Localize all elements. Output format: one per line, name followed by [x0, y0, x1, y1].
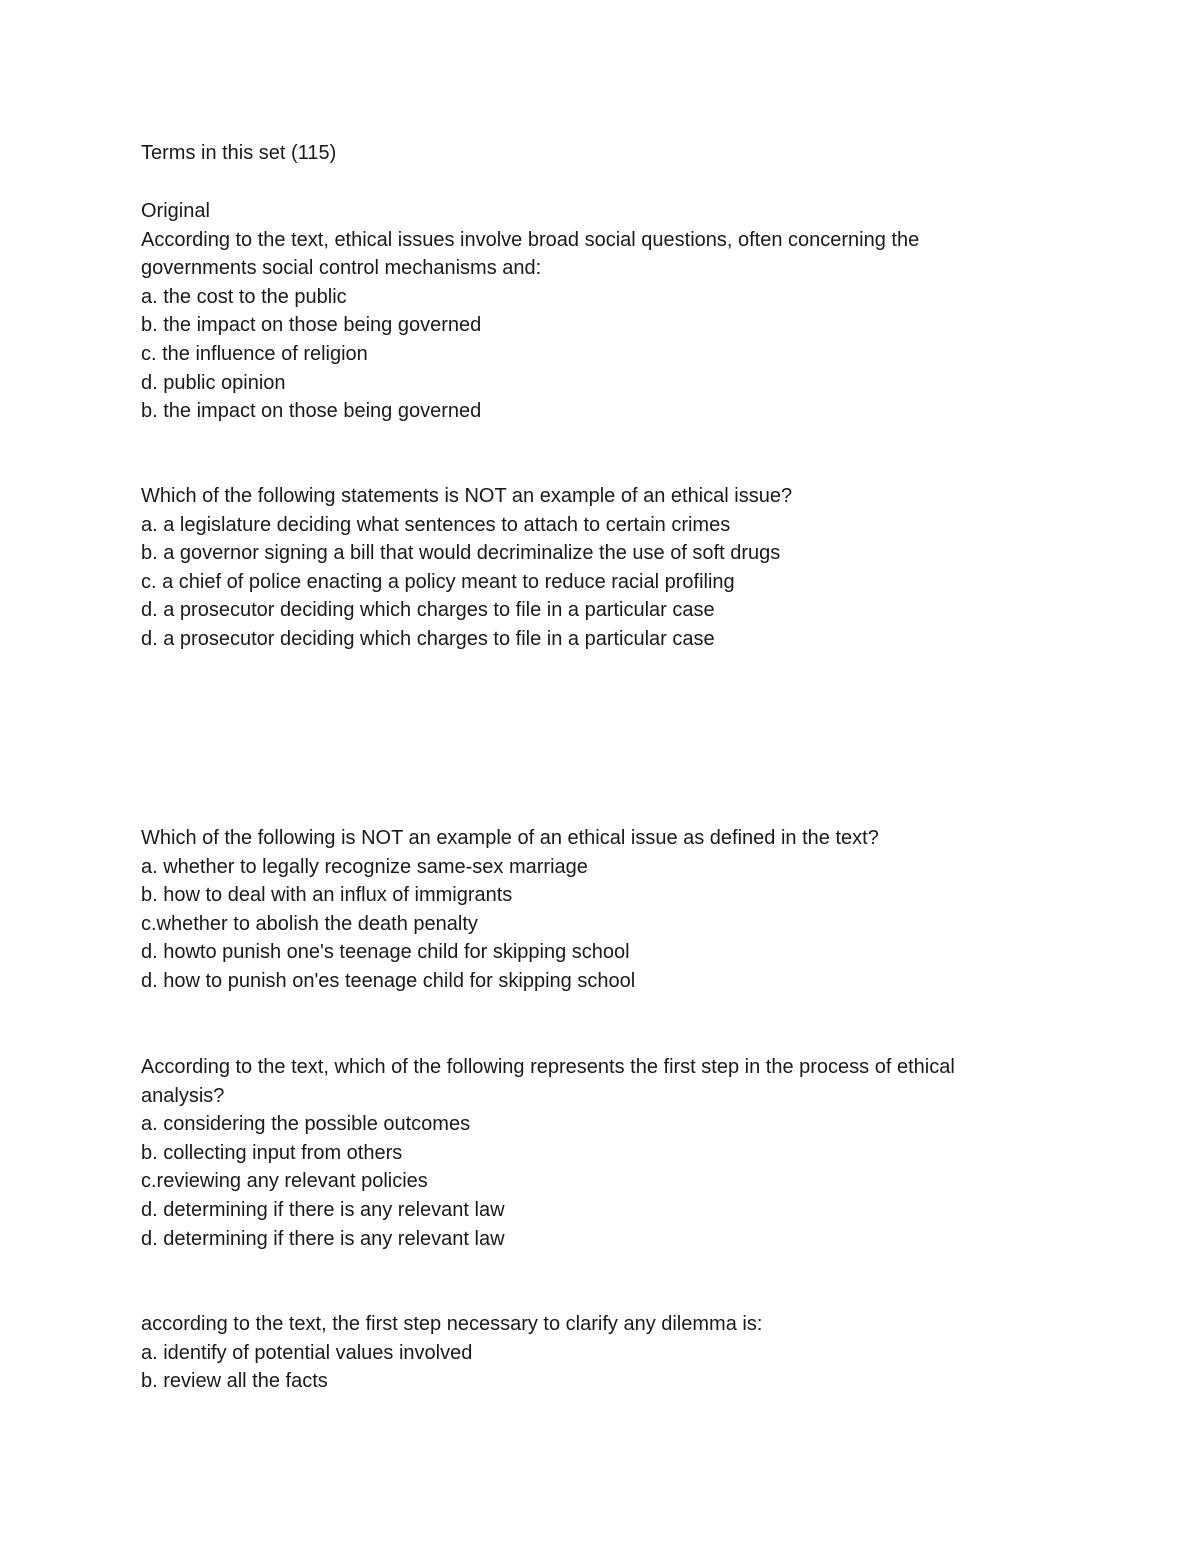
- question-text: Which of the following is NOT an example of an ethical issue as defined in the text?: [141, 827, 879, 849]
- answer-option-b: b. a governor signing a bill that would decriminalize the use of soft drugs: [141, 542, 781, 565]
- question-text: analysis?: [141, 1084, 225, 1107]
- answer-option-b: b. collecting input from others: [141, 1141, 403, 1164]
- question-text: According to the text, which of the following represents the first step in the process of ethical: [141, 1056, 955, 1078]
- question-block-4: [141, 1053, 1041, 1253]
- question-block-3: [141, 824, 1041, 996]
- answer-option-c: c.reviewing any relevant policies: [141, 1170, 428, 1193]
- answer-option-a: a. considering the possible outcomes: [141, 1113, 471, 1136]
- answer-option-c: c. a chief of police enacting a policy meant to reduce racial profiling: [141, 570, 735, 593]
- answer-option-c: c. the influence of religion: [141, 342, 368, 365]
- correct-answer: d. how to punish on'es teenage child for skipping school: [141, 969, 636, 992]
- answer-option-d: d. public opinion: [141, 371, 286, 394]
- answer-option-c: c.whether to abolish the death penalty: [141, 912, 478, 935]
- question-text: Which of the following statements is NOT an example of an ethical issue?: [141, 485, 793, 507]
- answer-option-d: d. determining if there is any relevant law: [141, 1198, 505, 1221]
- question-text: according to the text, the first step necessary to clarify any dilemma is:: [141, 1313, 763, 1335]
- answer-option-a: a. a legislature deciding what sentences to attach to certain crimes: [141, 513, 731, 536]
- correct-answer: d. determining if there is any relevant law: [141, 1227, 505, 1250]
- question-block-1: [141, 197, 1041, 426]
- answer-option-d: d. a prosecutor deciding which charges to file in a particular case: [141, 599, 715, 622]
- answer-option-b: b. how to deal with an influx of immigrants: [141, 884, 513, 907]
- terms-count-label: Terms in this set (115): [141, 142, 337, 164]
- correct-answer: d. a prosecutor deciding which charges to file in a particular case: [141, 627, 715, 650]
- correct-answer: b. the impact on those being governed: [141, 400, 482, 423]
- answer-option-a: a. identify of potential values involved: [141, 1341, 473, 1364]
- question-label: Original: [141, 200, 210, 222]
- answer-option-b: b. review all the facts: [141, 1370, 328, 1393]
- question-block-5: [141, 1310, 1041, 1396]
- answer-option-a: a. whether to legally recognize same-sex marriage: [141, 855, 588, 878]
- set-header: [141, 139, 1041, 168]
- question-block-2: [141, 482, 1041, 654]
- question-text: According to the text, ethical issues involve broad social questions, often concerning the: [141, 228, 920, 251]
- answer-option-a: a. the cost to the public: [141, 285, 347, 308]
- answer-option-d: d. howto punish one's teenage child for skipping school: [141, 941, 630, 964]
- answer-option-b: b. the impact on those being governed: [141, 314, 482, 337]
- question-text: governments social control mechanisms and:: [141, 257, 542, 280]
